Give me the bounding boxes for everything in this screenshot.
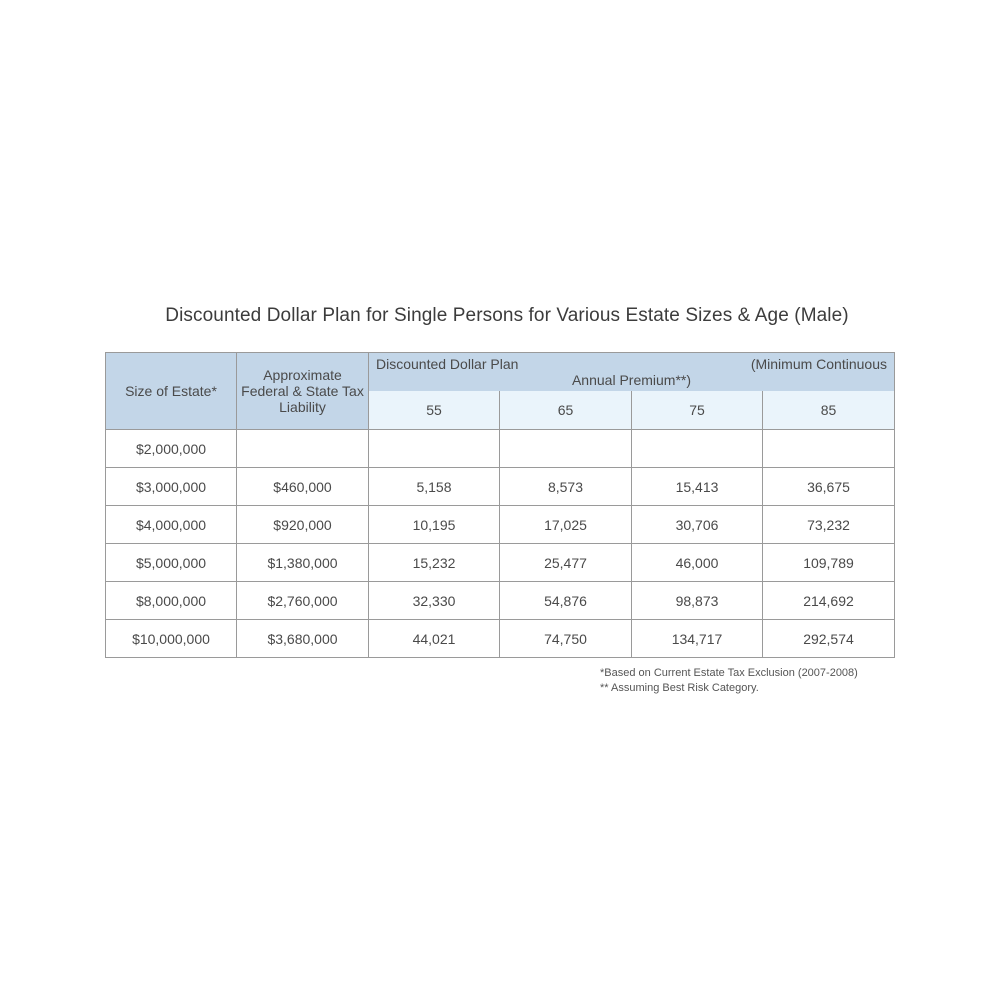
- footnotes: [600, 666, 858, 696]
- cell-premium-55: 44,021: [369, 620, 500, 658]
- cell-premium-75: 46,000: [632, 544, 763, 582]
- cell-premium-65: 17,025: [500, 506, 632, 544]
- cell-premium-55: 32,330: [369, 582, 500, 620]
- header-age-75: 75: [632, 391, 763, 430]
- header-tax-liability: Approximate Federal & State Tax Liability: [237, 353, 369, 430]
- header-group-left: Discounted Dollar Plan: [376, 356, 519, 372]
- cell-estate: $8,000,000: [106, 582, 237, 620]
- header-age-55: 55: [369, 391, 500, 430]
- table-row: [106, 468, 895, 506]
- cell-premium-55: 10,195: [369, 506, 500, 544]
- cell-premium-65: [500, 430, 632, 468]
- cell-estate: $10,000,000: [106, 620, 237, 658]
- cell-estate: $4,000,000: [106, 506, 237, 544]
- cell-premium-85: [763, 430, 895, 468]
- page-title: Discounted Dollar Plan for Single Persons for Various Estate Sizes & Age (Male): [165, 305, 849, 326]
- cell-premium-55: [369, 430, 500, 468]
- cell-estate: $5,000,000: [106, 544, 237, 582]
- header-age-65: 65: [500, 391, 632, 430]
- table-row: [106, 430, 895, 468]
- footnote-estate-exclusion: *Based on Current Estate Tax Exclusion (2007-2008): [600, 667, 858, 679]
- header-group-center: Annual Premium**): [571, 372, 692, 388]
- cell-premium-85: 109,789: [763, 544, 895, 582]
- cell-premium-65: 54,876: [500, 582, 632, 620]
- cell-premium-75: 98,873: [632, 582, 763, 620]
- table-row: [106, 582, 895, 620]
- header-premium-group: [369, 353, 895, 392]
- cell-premium-75: 30,706: [632, 506, 763, 544]
- cell-premium-85: 73,232: [763, 506, 895, 544]
- cell-premium-65: 74,750: [500, 620, 632, 658]
- table-row: [106, 544, 895, 582]
- cell-tax: $460,000: [237, 468, 369, 506]
- cell-premium-75: 134,717: [632, 620, 763, 658]
- header-size-of-estate: Size of Estate*: [106, 353, 237, 430]
- cell-estate: $2,000,000: [106, 430, 237, 468]
- cell-premium-65: 25,477: [500, 544, 632, 582]
- cell-premium-85: 36,675: [763, 468, 895, 506]
- header-group-right: (Minimum Continuous: [750, 356, 887, 372]
- cell-premium-65: 8,573: [500, 468, 632, 506]
- cell-tax: $1,380,000: [237, 544, 369, 582]
- cell-premium-85: 214,692: [763, 582, 895, 620]
- header-age-85: 85: [763, 391, 895, 430]
- table-row: [106, 506, 895, 544]
- cell-premium-75: 15,413: [632, 468, 763, 506]
- cell-premium-85: 292,574: [763, 620, 895, 658]
- cell-premium-55: 15,232: [369, 544, 500, 582]
- cell-premium-75: [632, 430, 763, 468]
- table-row: [106, 620, 895, 658]
- footnote-risk-category: ** Assuming Best Risk Category.: [600, 682, 759, 694]
- cell-estate: $3,000,000: [106, 468, 237, 506]
- cell-tax: $920,000: [237, 506, 369, 544]
- cell-tax: $2,760,000: [237, 582, 369, 620]
- premium-table: [105, 352, 895, 658]
- cell-tax: $3,680,000: [237, 620, 369, 658]
- cell-tax: [237, 430, 369, 468]
- cell-premium-55: 5,158: [369, 468, 500, 506]
